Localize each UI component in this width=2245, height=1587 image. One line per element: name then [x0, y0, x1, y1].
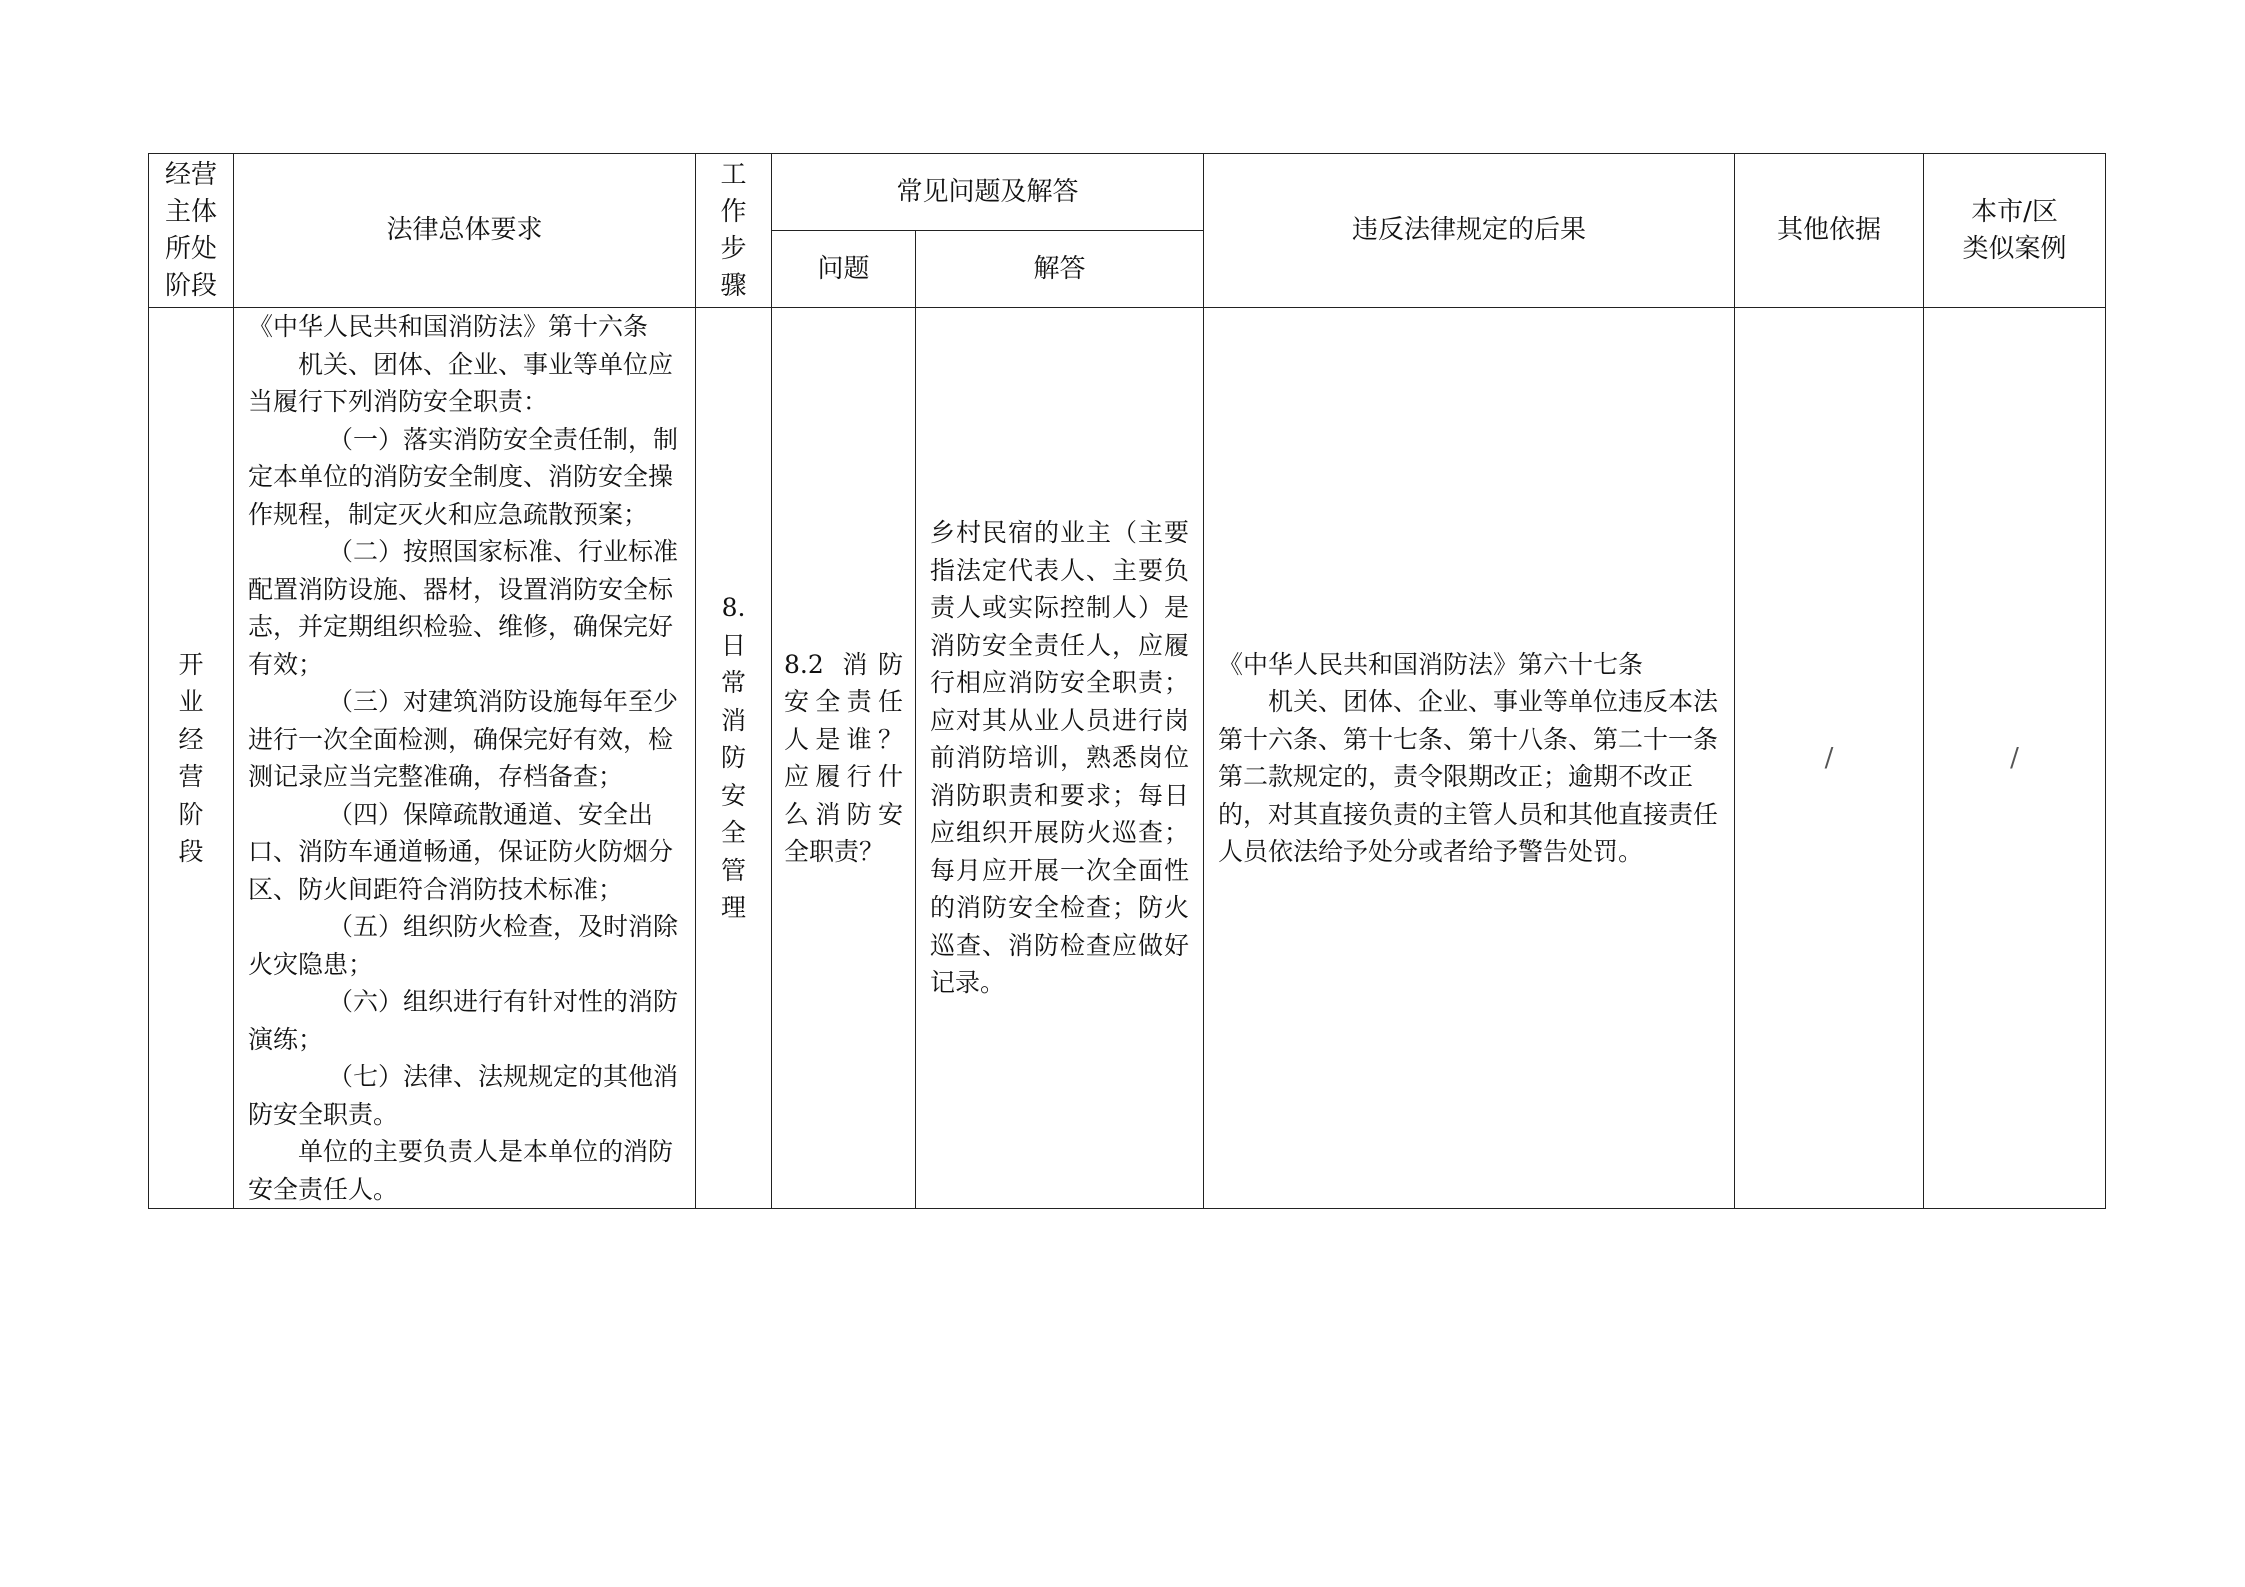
law-item: （四）保障疏散通道、安全出口、消防车通道畅通，保证防火防烟分区、防火间距符合消防技术标准； — [248, 799, 674, 904]
header-other-basis: 其他依据 — [1735, 154, 1924, 308]
header-stage: 经营 主体 所处 阶段 — [149, 154, 234, 308]
table-row — [149, 308, 2106, 1209]
law-item: （五）组织防火检查，及时消除火灾隐患； — [248, 912, 679, 979]
law-item: （三）对建筑消防设施每年至少进行一次全面检测，确保完好有效，检测记录应当完整准确，存档备查； — [248, 687, 679, 791]
consequence-body: 机关、团体、企业、事业等单位违反本法第十六条、第十七条、第十八条、第二十一条第二款规定的，责令限期改正；逾期不改正的，对其直接负责的主管人员和其他直接责任人员依法给予处分或者给予警告处罚。 — [1218, 687, 1719, 866]
law-requirements-cell — [234, 308, 696, 1209]
law-closing: 单位的主要负责人是本单位的消防安全责任人。 — [248, 1137, 674, 1204]
law-item: （一）落实消防安全责任制，制定本单位的消防安全制度、消防安全操作规程，制定灭火和应急疏散预案； — [248, 424, 679, 529]
header-law-requirements: 法律总体要求 — [234, 154, 696, 308]
law-intro: 机关、团体、企业、事业等单位应当履行下列消防安全职责： — [248, 349, 674, 416]
other-basis-cell: / — [1735, 308, 1924, 1209]
question-cell: 8.2 消防安全责任人是谁？应履行什么消防安全职责？ — [772, 308, 916, 1209]
header-work-step: 工 作 步 骤 — [696, 154, 772, 308]
header-answer: 解答 — [916, 231, 1204, 308]
header-similar-cases: 本市/区 类似案例 — [1924, 154, 2106, 308]
consequence-title: 《中华人民共和国消防法》第六十七条 — [1218, 649, 1644, 679]
header-faq: 常见问题及解答 — [772, 154, 1204, 231]
header-consequence: 违反法律规定的后果 — [1204, 154, 1735, 308]
stage-cell: 开 业 经 营 阶 段 — [149, 308, 234, 1209]
law-item: （七）法律、法规规定的其他消防安全职责。 — [248, 1062, 679, 1129]
answer-cell: 乡村民宿的业主（主要指法定代表人、主要负责人或实际控制人）是消防安全责任人，应履行相应消防安全职责；应对其从业人员进行岗前消防培训，熟悉岗位消防职责和要求；每日应组织开展防火巡查；每月应开展一次全面性的消防安全检查；防火巡查、消防检查应做好记录。 — [916, 308, 1204, 1209]
work-step-cell: 8. 日 常 消 防 安 全 管 理 — [696, 308, 772, 1209]
law-item: （二）按照国家标准、行业标准配置消防设施、器材，设置消防安全标志，并定期组织检验、维修，确保完好有效； — [248, 537, 679, 679]
law-title: 《中华人民共和国消防法》第十六条 — [248, 312, 649, 341]
consequence-cell — [1204, 308, 1735, 1209]
regulation-table — [148, 153, 2106, 1209]
similar-cases-cell: / — [1924, 308, 2106, 1209]
header-question: 问题 — [772, 231, 916, 308]
law-item: （六）组织进行有针对性的消防演练； — [248, 987, 679, 1054]
